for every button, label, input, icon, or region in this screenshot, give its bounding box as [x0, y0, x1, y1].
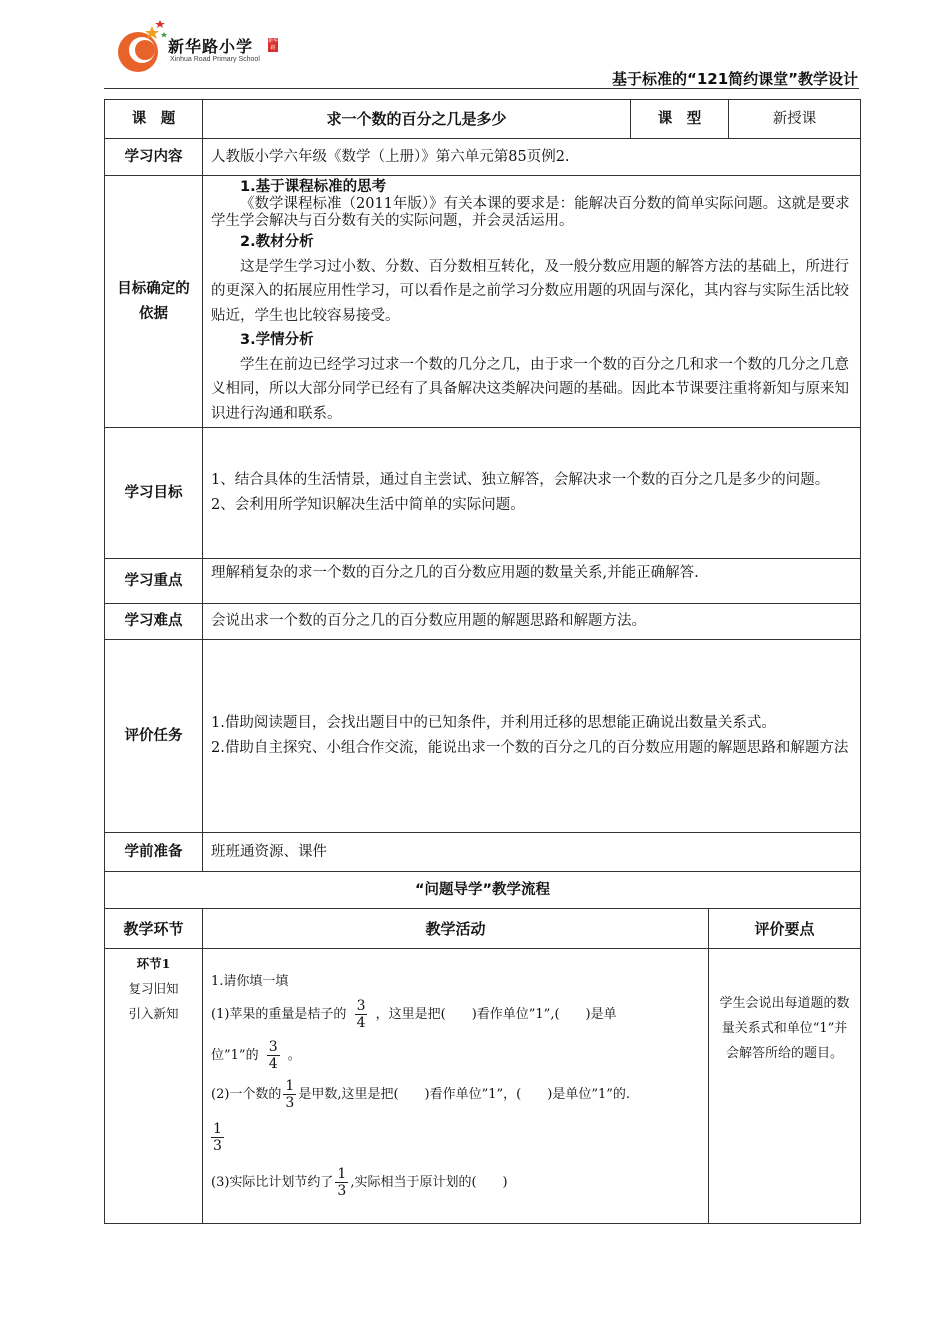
- key-row: [105, 559, 861, 604]
- teaching-flow-table: [104, 908, 861, 1224]
- flow-title-row: [105, 872, 861, 909]
- type-value: 新授课: [729, 100, 861, 139]
- activity-question-1-cont: [211, 1039, 700, 1072]
- basis-paragraph-2: 这是学生学习过小数、分数、百分数相互转化，及一般分数应用题的解答方法的基础上，所进行的更深入的拓展应用性学习，可以看作是之前学习分数应用题的巩固与深化，其内容与实际生活比较贴近，学生也比较容易接受。: [211, 258, 849, 324]
- flow-title: “问题导学”教学流程: [105, 872, 861, 909]
- content-value: 人教版小学六年级《数学（上册）》第六单元第85页例2.: [203, 139, 861, 176]
- content-row: [105, 139, 861, 176]
- fraction-3-4-second: $\frac{3}{4}$: [268, 1038, 278, 1072]
- school-logo: [114, 16, 294, 76]
- key-label: 学习重点: [105, 559, 203, 604]
- stage-1-eval: 学生会说出每道题的数量关系式和单位“1”并会解答所给的题目。: [709, 949, 861, 1224]
- basis-paragraph-3: 学生在前边已经学习过求一个数的几分之几，由于求一个数的百分之几和求一个数的几分之几意义相同，所以大部分同学已经有了具备解决这类解决问题的基础。因此本节课要注重将新知与原来知识进行沟通和联系。: [211, 356, 849, 422]
- q1-text-b: ，这里是把( )看作单位”1”,( )是单: [375, 1006, 617, 1022]
- logo-school-name-en: Xinhua Road Primary School: [170, 56, 260, 63]
- eval-item-1: 1.借助阅读题目，会找出题目中的已知条件，并利用迁移的思想能正确说出数量关系式。: [211, 715, 776, 731]
- basis-heading-1: 1.基于课程标准的思考: [240, 179, 387, 195]
- stage-1-cell: [105, 949, 203, 1224]
- flow-header-row: [105, 909, 861, 949]
- goals-row: [105, 428, 861, 559]
- q1-text-d: 。: [287, 1047, 301, 1063]
- col-eval-header: 评价要点: [709, 909, 861, 949]
- type-label: 课 型: [631, 100, 729, 139]
- activity-question-2-cont: [211, 1121, 700, 1154]
- goal-item-1: 1、结合具体的生活情景，通过自主尝试、独立解答，会解决求一个数的百分之几是多少的问题。: [211, 472, 830, 488]
- q3-text-b: ,实际相当于原计划的( ): [350, 1174, 508, 1190]
- col-stage-header: 教学环节: [105, 909, 203, 949]
- basis-heading-2: 2.教材分析: [240, 234, 314, 250]
- topic-label: 课 题: [105, 100, 203, 139]
- page-header-title: 基于标准的“121简约课堂”教学设计: [611, 70, 858, 88]
- q2-text-a: (2)一个数的: [211, 1086, 282, 1102]
- q1-text-a: (1)苹果的重量是桔子的: [211, 1006, 347, 1022]
- prep-label: 学前准备: [105, 833, 203, 872]
- topic-value: 求一个数的百分之几是多少: [203, 100, 631, 139]
- difficulty-value: 会说出求一个数的百分之几的百分数应用题的解题思路和解题方法。: [203, 604, 861, 640]
- fraction-1-3-third: $\frac{1}{3}$: [337, 1165, 347, 1199]
- activity-question-2: [211, 1078, 700, 1111]
- col-activity-header: 教学活动: [203, 909, 709, 949]
- logo-school-name: 新华路小学: [168, 37, 254, 56]
- stage-1-line-2: 引入新知: [128, 1006, 179, 1021]
- difficulty-label: 学习难点: [105, 604, 203, 640]
- activity-question-3: [211, 1166, 700, 1199]
- fraction-1-3: $\frac{1}{3}$: [285, 1077, 295, 1111]
- key-value: 理解稍复杂的求一个数的百分之几的百分数应用题的数量关系,并能正确解答.: [203, 559, 861, 604]
- stage-1-line-1: 复习旧知: [128, 981, 179, 996]
- basis-label: 目标确定的依据: [105, 176, 203, 428]
- q2-text-b: 是甲数,这里是把( )看作单位”1”，( )是单位”1”的.: [298, 1086, 631, 1102]
- eval-item-2: 2.借助自主探究、小组合作交流，能说出求一个数的百分之几的百分数应用题的解题思路和解题方法: [211, 740, 849, 756]
- eval-label: 评价任务: [105, 640, 203, 833]
- eval-row: [105, 640, 861, 833]
- stage-1-row: [105, 949, 861, 1224]
- stage-1-activity: [203, 949, 709, 1224]
- basis-cell: [203, 176, 861, 428]
- logo-seal: 新华路: [268, 38, 279, 51]
- goal-item-2: 2、会利用所学知识解决生活中简单的实际问题。: [211, 497, 525, 513]
- q1-text-c: 位”1”的: [211, 1047, 259, 1063]
- fraction-1-3-second: $\frac{1}{3}$: [213, 1120, 222, 1154]
- basis-paragraph-1: 《数学课程标准（2011年版）》有关本课的要求是：能解决百分数的简单实际问题。这就是要求学生学会解决与百分数有关的实际问题，并会灵活运用。: [211, 196, 850, 229]
- logo-emblem-icon: [114, 16, 174, 76]
- topic-row: [105, 100, 861, 139]
- lesson-plan-table: [104, 99, 861, 909]
- goals-label: 学习目标: [105, 428, 203, 559]
- basis-row: [105, 176, 861, 428]
- activity-intro: 1.请你填一填: [211, 973, 289, 989]
- prep-row: [105, 833, 861, 872]
- fraction-3-4: $\frac{3}{4}$: [356, 997, 366, 1031]
- goals-cell: [203, 428, 861, 559]
- content-label: 学习内容: [105, 139, 203, 176]
- eval-cell: [203, 640, 861, 833]
- header-divider: [104, 88, 859, 89]
- difficulty-row: [105, 604, 861, 640]
- activity-question-1: [211, 998, 700, 1031]
- basis-heading-3: 3.学情分析: [240, 332, 314, 348]
- prep-value: 班班通资源、课件: [203, 833, 861, 872]
- stage-1-name: 环节1: [136, 956, 171, 971]
- q3-text-a: (3)实际比计划节约了: [211, 1174, 334, 1190]
